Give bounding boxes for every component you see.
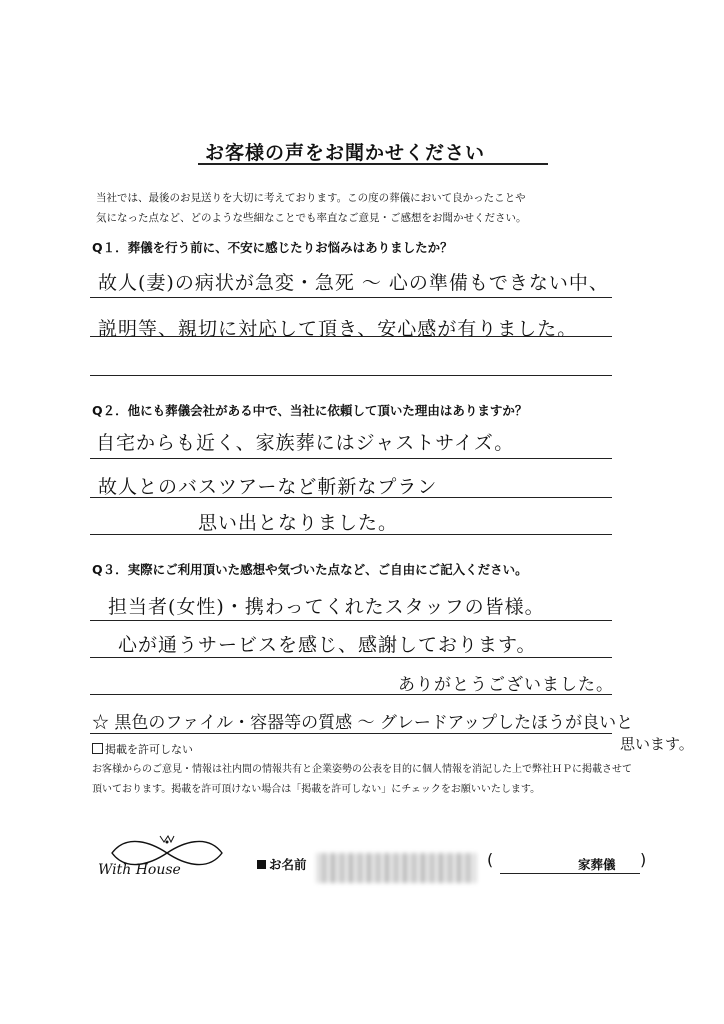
q1-answer-line-2: 説明等、親切に対応して頂き、安心感が有りました。 — [98, 318, 578, 340]
q2-rule-3 — [90, 534, 612, 535]
intro-line: 気になった点など、どのような些細なことでも率直なご意見・ご感想をお聞かせください。 — [96, 212, 527, 224]
paren-open: ( — [487, 850, 494, 869]
q3-answer-line-3: ありがとうございました。 — [398, 675, 614, 695]
intro-text — [96, 188, 527, 228]
q3-answer-line-5: 思います。 — [620, 735, 694, 753]
logo-text: With House — [98, 862, 181, 878]
consent-checkbox-row[interactable] — [92, 741, 193, 757]
consent-checkbox-label: 掲載を許可しない — [105, 743, 193, 756]
question-3: Q３．実際にご利用頂いた感想や気づいた点など、ご自由にご記入ください。 — [92, 562, 528, 577]
name-label-text: お名前 — [269, 857, 307, 872]
question-1: Q１．葬儀を行う前に、不安に感じたりお悩みはありましたか？ — [92, 240, 453, 255]
q3-answer-line-1: 担当者(女性)・携わってくれたスタッフの皆様。 — [108, 596, 545, 618]
page-title: お客様の声をお聞かせください — [205, 142, 486, 164]
question-2: Q２．他にも葬儀会社がある中で、当社に依頼して頂いた理由はありますか？ — [92, 403, 528, 418]
q3-answer-line-2: 心が通うサービスを感じ、感謝しております。 — [118, 634, 537, 656]
q3-rule-3 — [90, 694, 612, 695]
with-house-logo — [92, 828, 242, 888]
q1-rule-1 — [90, 297, 612, 298]
q3-rule-2 — [90, 657, 612, 658]
title-underline — [198, 163, 548, 165]
paren-close: ) — [640, 850, 647, 869]
redacted-name — [316, 853, 476, 883]
q2-answer-line-3: 思い出となりました。 — [198, 512, 399, 534]
q1-rule-2 — [90, 336, 612, 337]
family-label: 家葬儀 — [578, 857, 616, 872]
name-label — [257, 855, 307, 873]
q3-rule-4 — [90, 733, 612, 734]
q2-answer-line-1: 自宅からも近く、家族葬にはジャストサイズ。 — [96, 432, 515, 454]
consent-note-line: お客様からのご意見・情報は社内間の情報共有と企業姿勢の公表を目的に個人情報を消記した上で弊社ＨＰに掲載させて — [92, 764, 632, 775]
consent-note — [92, 760, 632, 800]
q3-answer-line-4: ☆ 黒色のファイル・容器等の質感 〜 グレードアップしたほうが良いと — [92, 713, 634, 733]
q3-rule-1 — [90, 620, 612, 621]
family-name-rule — [500, 873, 640, 874]
intro-line: 当社では、最後のお見送りを大切に考えております。この度の葬儀において良かったことや — [96, 192, 526, 204]
q2-answer-line-2: 故人とのバスツアーなど斬新なプラン — [98, 476, 438, 498]
consent-checkbox[interactable] — [92, 743, 103, 754]
name-label-marker — [257, 860, 266, 869]
q1-rule-3 — [90, 375, 612, 376]
q2-rule-2 — [90, 497, 612, 498]
consent-note-line: 頂いております。掲載を許可頂けない場合は「掲載を許可しない」にチェックをお願いいたします。 — [92, 784, 541, 795]
q2-rule-1 — [90, 458, 612, 459]
q1-answer-line-1: 故人(妻)の病状が急変・急死 〜 心の準備もできない中、 — [98, 272, 609, 294]
